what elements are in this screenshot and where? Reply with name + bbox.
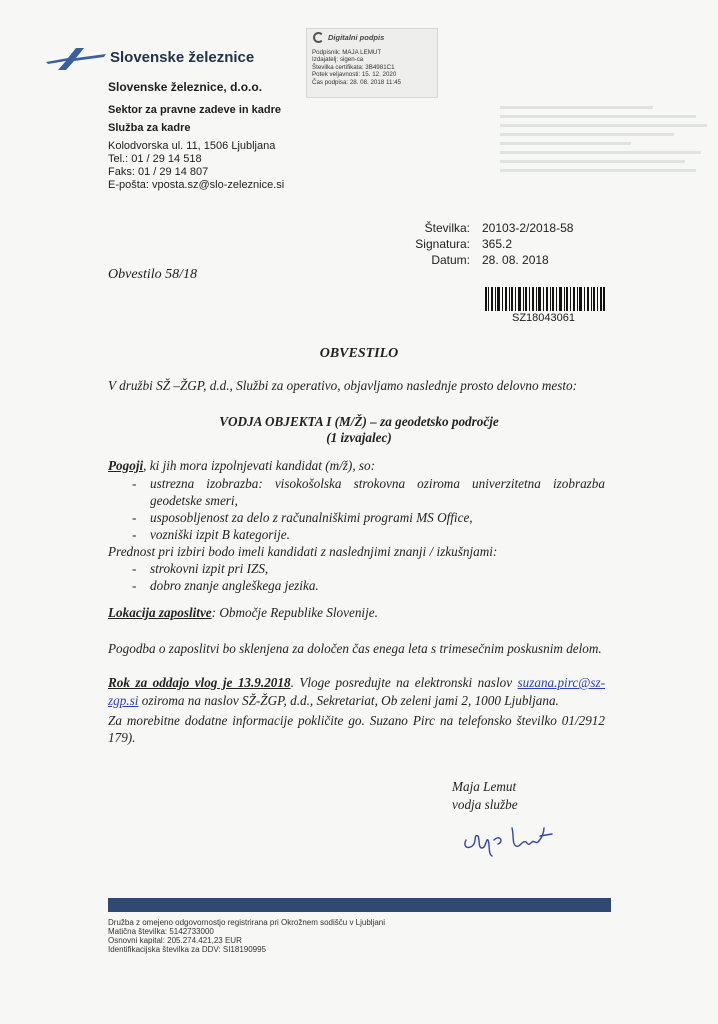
info-text: Za morebitne dodatne informacije pokličite go. Suzano Pirc na telefonsko številko 01/2912 [108,713,605,728]
conditions-heading [108,458,375,474]
bleed-through-shadow [500,100,718,300]
address-line: Kolodvorska ul. 11, 1506 Ljubljana [108,140,276,152]
requirement-item: usposobljenost za delo z računalniškimi programi MS Office, [150,510,473,525]
bullet-dash: - [132,578,137,593]
address-text: oziroma na naslov SŽ-ŽGP, d.d., Sekretariat, Ob zeleni jami 2, 1000 Ljubljana. [138,693,559,708]
preference-item: dobro znanje angleškega jezika. [150,578,319,593]
signature-value: 365.2 [482,237,513,251]
conditions-rest: , ki jih mora izpolnjevati kandidat (m/ž), so: [143,458,376,473]
email-link[interactable]: suzana.pirc@sz- [517,675,605,690]
phone-line: Tel.: 01 / 29 14 518 [108,153,202,165]
handwritten-signature [460,818,560,858]
email-line: E-pošta: vposta.sz@slo-zeleznice.si [108,179,285,191]
sector-name: Sektor za pravne zadeve in kadre [108,104,282,116]
signature-line: Številka certifikata: 3B4981C1 [312,63,395,71]
sz-logo-icon [46,44,106,70]
bullet-dash: - [132,476,137,491]
contract-text: Pogodba o zaposlitvi bo sklenjena za določen čas enega leta s trimesečnim poskusnim delom. [108,641,602,656]
notice-number: Obvestilo 58/18 [108,267,198,282]
bullet-dash: - [132,527,137,542]
footer-line: Osnovni kapital: 205.274.421,23 EUR [108,936,242,945]
preference-item: strokovni izpit pri IZS, [150,561,269,576]
position-count: (1 izvajalec) [326,430,392,445]
signature-line: Čas podpisa: 28. 08. 2018 11:45 [312,78,401,86]
email-link-cont[interactable]: zgp.si [108,693,139,708]
requirement-item: vozniški izpit B kategorije. [150,527,290,542]
deadline-line [108,675,605,691]
fax-line: Faks: 01 / 29 14 807 [108,166,209,178]
number-value: 20103-2/2018-58 [482,221,574,235]
company-name: Slovenske železnice, d.o.o. [108,80,263,94]
service-name: Služba za kadre [108,122,191,134]
bullet-dash: - [132,510,137,525]
info-text-cont: 179). [108,730,136,745]
date-label: Datum: [431,253,470,267]
position-title: VODJA OBJEKTA I (M/Ž) – za geodetsko področje [219,414,499,429]
number-label: Številka: [424,221,470,235]
date-value: 28. 08. 2018 [482,253,549,267]
signature-logo-icon [313,32,324,43]
notice-title: OBVESTILO [319,346,399,361]
footer-line: Matična številka: 5142733000 [108,927,214,936]
location-rest: : Območje Republike Slovenije. [211,605,378,620]
signature-label: Signatura: [415,237,470,251]
deadline-bold: Rok za oddajo vlog je 13.9.2018 [108,675,291,690]
location-bold: Lokacija zaposlitve [108,605,212,620]
intro-text: V družbi SŽ –ŽGP, d.d., Službi za operativo, objavljamo naslednje prosto delovno mesto: [108,378,578,393]
location-line [108,605,378,621]
deadline-line-cont [108,693,559,709]
digital-signature-box [306,28,438,98]
signature-line: Potek veljavnosti: 15. 12. 2020 [312,71,397,79]
signatory-role: vodja službe [452,797,518,812]
signature-line: Izdajatelj: sigen-ca [312,56,364,64]
footer-line: Identifikacijska številka za DDV: SI18190995 [108,945,267,954]
brand-name: Slovenske železnice [110,49,255,66]
bullet-dash: - [132,561,137,576]
barcode-icon [485,287,605,311]
signature-line: Podpisnik: MAJA LEMUT [312,49,382,56]
footer-bar [108,898,611,912]
conditions-bold: Pogoji [108,458,144,473]
digital-signature-title: Digitalni podpis [328,32,385,42]
preference-intro: Prednost pri izbiri bodo imeli kandidati z naslednjimi znanji / izkušnjami: [108,544,498,559]
signatory-name: Maja Lemut [452,779,517,794]
footer-line: Družba z omejeno odgovornostjo registrirana pri Okrožnem sodišču v Ljubljani [108,918,386,927]
requirement-item: ustrezna izobrazba: visokošolska strokovna oziroma univerzitetna izobrazba [150,476,605,491]
deadline-rest: . Vloge posredujte na elektronski naslov [290,675,518,690]
barcode-number: SZ18043061 [512,312,575,324]
requirement-item-cont: geodetske smeri, [150,493,238,508]
